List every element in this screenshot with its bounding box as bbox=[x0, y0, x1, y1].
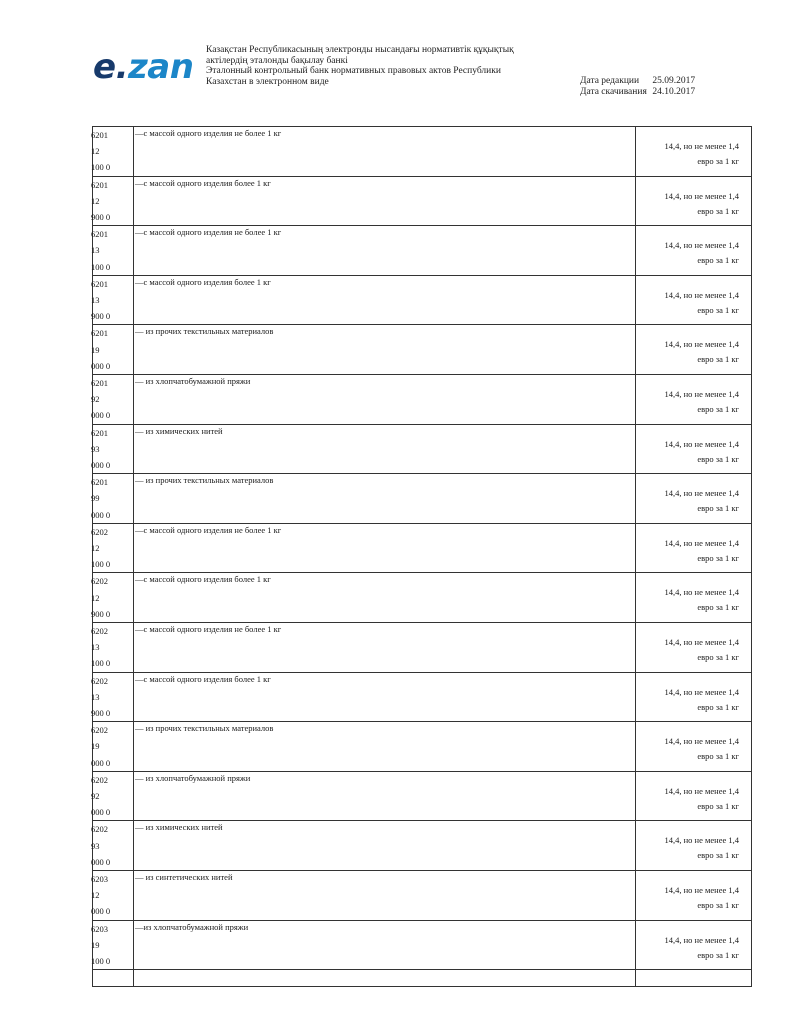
description-cell bbox=[134, 275, 636, 325]
rate-value: 14,4, но не менее 1,4 bbox=[664, 438, 739, 449]
rate-unit: евро за 1 кг bbox=[697, 949, 739, 960]
code-line: 6201 bbox=[91, 377, 108, 388]
description-cell bbox=[134, 523, 636, 573]
rate-value: 14,4, но не менее 1,4 bbox=[664, 190, 739, 201]
rate-unit: евро за 1 кг bbox=[697, 850, 739, 861]
rate-cell bbox=[636, 127, 752, 177]
code-cell bbox=[93, 424, 134, 474]
table-row bbox=[93, 523, 752, 573]
description-cell bbox=[134, 920, 636, 970]
code-line: 12 bbox=[91, 146, 100, 157]
edition-date-value: 25.09.2017 bbox=[652, 76, 696, 86]
code-cell bbox=[93, 226, 134, 276]
code-line: 6201 bbox=[91, 278, 108, 289]
code-line: 6202 bbox=[91, 675, 108, 686]
description-text: —из хлопчатобумажной пряжи bbox=[135, 921, 249, 932]
code-cell bbox=[93, 771, 134, 821]
code-line: 99 bbox=[91, 493, 100, 504]
rate-unit: евро за 1 кг bbox=[697, 552, 739, 563]
code-line: 93 bbox=[91, 840, 100, 851]
code-line: 100 0 bbox=[91, 162, 111, 173]
description-cell bbox=[134, 474, 636, 524]
description-cell bbox=[134, 374, 636, 424]
code-line: 6203 bbox=[91, 873, 108, 884]
code-line: 6201 bbox=[91, 477, 108, 488]
description-text: — из прочих текстильных материалов bbox=[135, 475, 274, 486]
table-row bbox=[93, 275, 752, 325]
code-line: 900 0 bbox=[91, 707, 111, 718]
code-line: 900 0 bbox=[91, 311, 111, 322]
tariff-table-body bbox=[93, 127, 752, 987]
code-line: 19 bbox=[91, 741, 100, 752]
description-cell bbox=[134, 622, 636, 672]
rate-unit: евро за 1 кг bbox=[697, 205, 739, 216]
edition-date-label: Дата редакции bbox=[580, 76, 640, 86]
code-line: 12 bbox=[91, 195, 100, 206]
download-date-label: Дата скачивания bbox=[580, 87, 647, 97]
rate-cell bbox=[636, 523, 752, 573]
tariff-table bbox=[92, 126, 752, 987]
code-line: 6202 bbox=[91, 625, 108, 636]
empty-rate-cell bbox=[636, 970, 752, 987]
code-line: 000 0 bbox=[91, 856, 111, 867]
rate-unit: евро за 1 кг bbox=[697, 503, 739, 514]
code-cell bbox=[93, 523, 134, 573]
code-cell bbox=[93, 176, 134, 226]
description-text: —с массой одного изделия более 1 кг bbox=[135, 574, 271, 585]
header-title bbox=[206, 45, 556, 87]
code-line: 900 0 bbox=[91, 211, 111, 222]
download-date-value: 24.10.2017 bbox=[652, 87, 696, 97]
rate-unit: евро за 1 кг bbox=[697, 701, 739, 712]
rate-value: 14,4, но не менее 1,4 bbox=[664, 141, 739, 151]
header-line-2: актілердің эталонды бақылау банкі bbox=[206, 55, 348, 66]
table-row bbox=[93, 870, 752, 920]
description-cell bbox=[134, 127, 636, 177]
code-line: 93 bbox=[91, 443, 100, 454]
rate-cell bbox=[636, 722, 752, 772]
code-cell bbox=[93, 672, 134, 722]
rate-unit: евро за 1 кг bbox=[697, 800, 739, 811]
description-text: —с массой одного изделия не более 1 кг bbox=[135, 128, 282, 138]
header-line-1: Казақстан Республикасының электронды нысандағы нормативтік құқықтық bbox=[206, 45, 514, 55]
table-row bbox=[93, 474, 752, 524]
rate-value: 14,4, но не менее 1,4 bbox=[664, 339, 739, 350]
description-text: —с массой одного изделия не более 1 кг bbox=[135, 623, 282, 634]
code-line: 000 0 bbox=[91, 360, 111, 371]
code-line: 6201 bbox=[91, 179, 108, 190]
description-text: — из химических нитей bbox=[135, 822, 223, 833]
description-cell bbox=[134, 821, 636, 871]
code-line: 12 bbox=[91, 592, 100, 603]
code-line: 19 bbox=[91, 344, 100, 355]
rate-unit: евро за 1 кг bbox=[697, 453, 739, 464]
description-text: —с массой одного изделия более 1 кг bbox=[135, 673, 271, 684]
code-cell bbox=[93, 821, 134, 871]
description-text: —с массой одного изделия более 1 кг bbox=[135, 276, 271, 287]
table-row bbox=[93, 127, 752, 177]
code-line: 6201 bbox=[91, 328, 108, 339]
rate-unit: евро за 1 кг bbox=[697, 403, 739, 414]
code-line: 6202 bbox=[91, 576, 108, 587]
rate-cell bbox=[636, 622, 752, 672]
code-line: 12 bbox=[91, 890, 100, 901]
table-row bbox=[93, 771, 752, 821]
table-row bbox=[93, 325, 752, 375]
rate-value: 14,4, но не менее 1,4 bbox=[664, 388, 739, 399]
rate-unit: евро за 1 кг bbox=[697, 156, 739, 166]
logo-zan: zan bbox=[127, 47, 194, 87]
code-line: 13 bbox=[91, 245, 100, 256]
empty-code-cell bbox=[93, 970, 134, 987]
rate-cell bbox=[636, 771, 752, 821]
rate-unit: евро за 1 кг bbox=[697, 899, 739, 910]
description-cell bbox=[134, 325, 636, 375]
table-row bbox=[93, 672, 752, 722]
table-row bbox=[93, 920, 752, 970]
rate-unit: евро за 1 кг bbox=[697, 751, 739, 762]
code-line: 92 bbox=[91, 394, 100, 405]
rate-value: 14,4, но не менее 1,4 bbox=[664, 289, 739, 300]
description-text: —с массой одного изделия более 1 кг bbox=[135, 177, 271, 188]
code-line: 100 0 bbox=[91, 658, 111, 669]
empty-desc-cell bbox=[134, 970, 636, 987]
description-text: — из химических нитей bbox=[135, 425, 223, 436]
code-line: 100 0 bbox=[91, 559, 111, 570]
rate-value: 14,4, но не менее 1,4 bbox=[664, 736, 739, 747]
rate-unit: евро за 1 кг bbox=[697, 304, 739, 315]
rate-value: 14,4, но не менее 1,4 bbox=[664, 537, 739, 548]
rate-cell bbox=[636, 325, 752, 375]
description-text: —с массой одного изделия не более 1 кг bbox=[135, 227, 282, 238]
table-row bbox=[93, 821, 752, 871]
rate-unit: евро за 1 кг bbox=[697, 651, 739, 662]
rate-value: 14,4, но не менее 1,4 bbox=[664, 934, 739, 945]
code-cell bbox=[93, 722, 134, 772]
code-line: 13 bbox=[91, 642, 100, 653]
rate-value: 14,4, но не менее 1,4 bbox=[664, 884, 739, 895]
rate-cell bbox=[636, 920, 752, 970]
edition-date-row bbox=[580, 76, 695, 87]
code-line: 900 0 bbox=[91, 608, 111, 619]
header-dates bbox=[580, 76, 695, 98]
code-line: 6202 bbox=[91, 725, 108, 736]
rate-cell bbox=[636, 176, 752, 226]
code-line: 100 0 bbox=[91, 955, 111, 966]
code-line: 6203 bbox=[91, 923, 108, 934]
description-text: — из прочих текстильных материалов bbox=[135, 723, 274, 734]
rate-value: 14,4, но не менее 1,4 bbox=[664, 240, 739, 251]
rate-value: 14,4, но не менее 1,4 bbox=[664, 835, 739, 846]
rate-unit: евро за 1 кг bbox=[697, 602, 739, 613]
code-line: 6202 bbox=[91, 824, 108, 835]
description-cell bbox=[134, 424, 636, 474]
code-line: 000 0 bbox=[91, 906, 111, 917]
code-cell bbox=[93, 127, 134, 177]
code-line: 000 0 bbox=[91, 509, 111, 520]
rate-cell bbox=[636, 573, 752, 623]
code-cell bbox=[93, 275, 134, 325]
table-row bbox=[93, 226, 752, 276]
code-line: 6201 bbox=[91, 130, 108, 140]
header-line-3: Эталонный контрольный банк нормативных правовых актов Республики bbox=[206, 66, 501, 76]
code-line: 000 0 bbox=[91, 757, 111, 768]
rate-cell bbox=[636, 424, 752, 474]
code-line: 6202 bbox=[91, 526, 108, 537]
download-date-row bbox=[580, 87, 695, 98]
rate-cell bbox=[636, 226, 752, 276]
description-cell bbox=[134, 771, 636, 821]
table-row bbox=[93, 424, 752, 474]
description-cell bbox=[134, 672, 636, 722]
code-line: 6201 bbox=[91, 229, 108, 240]
table-row bbox=[93, 622, 752, 672]
rate-value: 14,4, но не менее 1,4 bbox=[664, 488, 739, 499]
rate-value: 14,4, но не менее 1,4 bbox=[664, 636, 739, 647]
rate-cell bbox=[636, 870, 752, 920]
table-row bbox=[93, 374, 752, 424]
logo-e: e bbox=[93, 47, 116, 87]
rate-cell bbox=[636, 672, 752, 722]
table-row bbox=[93, 573, 752, 623]
code-cell bbox=[93, 622, 134, 672]
code-line: 000 0 bbox=[91, 807, 111, 818]
rate-cell bbox=[636, 374, 752, 424]
code-line: 13 bbox=[91, 691, 100, 702]
code-cell bbox=[93, 474, 134, 524]
code-line: 6202 bbox=[91, 774, 108, 785]
code-cell bbox=[93, 870, 134, 920]
description-cell bbox=[134, 226, 636, 276]
table-empty-row bbox=[93, 970, 752, 987]
code-line: 12 bbox=[91, 542, 100, 553]
code-line: 19 bbox=[91, 939, 100, 950]
rate-unit: евро за 1 кг bbox=[697, 354, 739, 365]
code-cell bbox=[93, 920, 134, 970]
rate-value: 14,4, но не менее 1,4 bbox=[664, 686, 739, 697]
code-cell bbox=[93, 325, 134, 375]
description-text: — из хлопчатобумажной пряжи bbox=[135, 375, 251, 386]
code-line: 13 bbox=[91, 294, 100, 305]
rate-unit: евро за 1 кг bbox=[697, 255, 739, 266]
ezan-logo bbox=[93, 47, 194, 87]
code-cell bbox=[93, 374, 134, 424]
rate-cell bbox=[636, 821, 752, 871]
description-text: — из прочих текстильных материалов bbox=[135, 326, 274, 337]
rate-cell bbox=[636, 474, 752, 524]
rate-value: 14,4, но не менее 1,4 bbox=[664, 587, 739, 598]
logo-dot: . bbox=[115, 47, 128, 87]
description-text: —с массой одного изделия не более 1 кг bbox=[135, 524, 282, 535]
table-row bbox=[93, 176, 752, 226]
code-line: 6201 bbox=[91, 427, 108, 438]
description-cell bbox=[134, 176, 636, 226]
description-text: — из синтетических нитей bbox=[135, 871, 233, 882]
code-line: 000 0 bbox=[91, 459, 111, 470]
rate-value: 14,4, но не менее 1,4 bbox=[664, 785, 739, 796]
code-line: 92 bbox=[91, 790, 100, 801]
table-row bbox=[93, 722, 752, 772]
code-line: 000 0 bbox=[91, 410, 111, 421]
header-line-4: Казахстан в электронном виде bbox=[206, 76, 329, 87]
description-cell bbox=[134, 573, 636, 623]
code-line: 100 0 bbox=[91, 261, 111, 272]
description-cell bbox=[134, 722, 636, 772]
code-cell bbox=[93, 573, 134, 623]
description-text: — из хлопчатобумажной пряжи bbox=[135, 772, 251, 783]
description-cell bbox=[134, 870, 636, 920]
rate-cell bbox=[636, 275, 752, 325]
